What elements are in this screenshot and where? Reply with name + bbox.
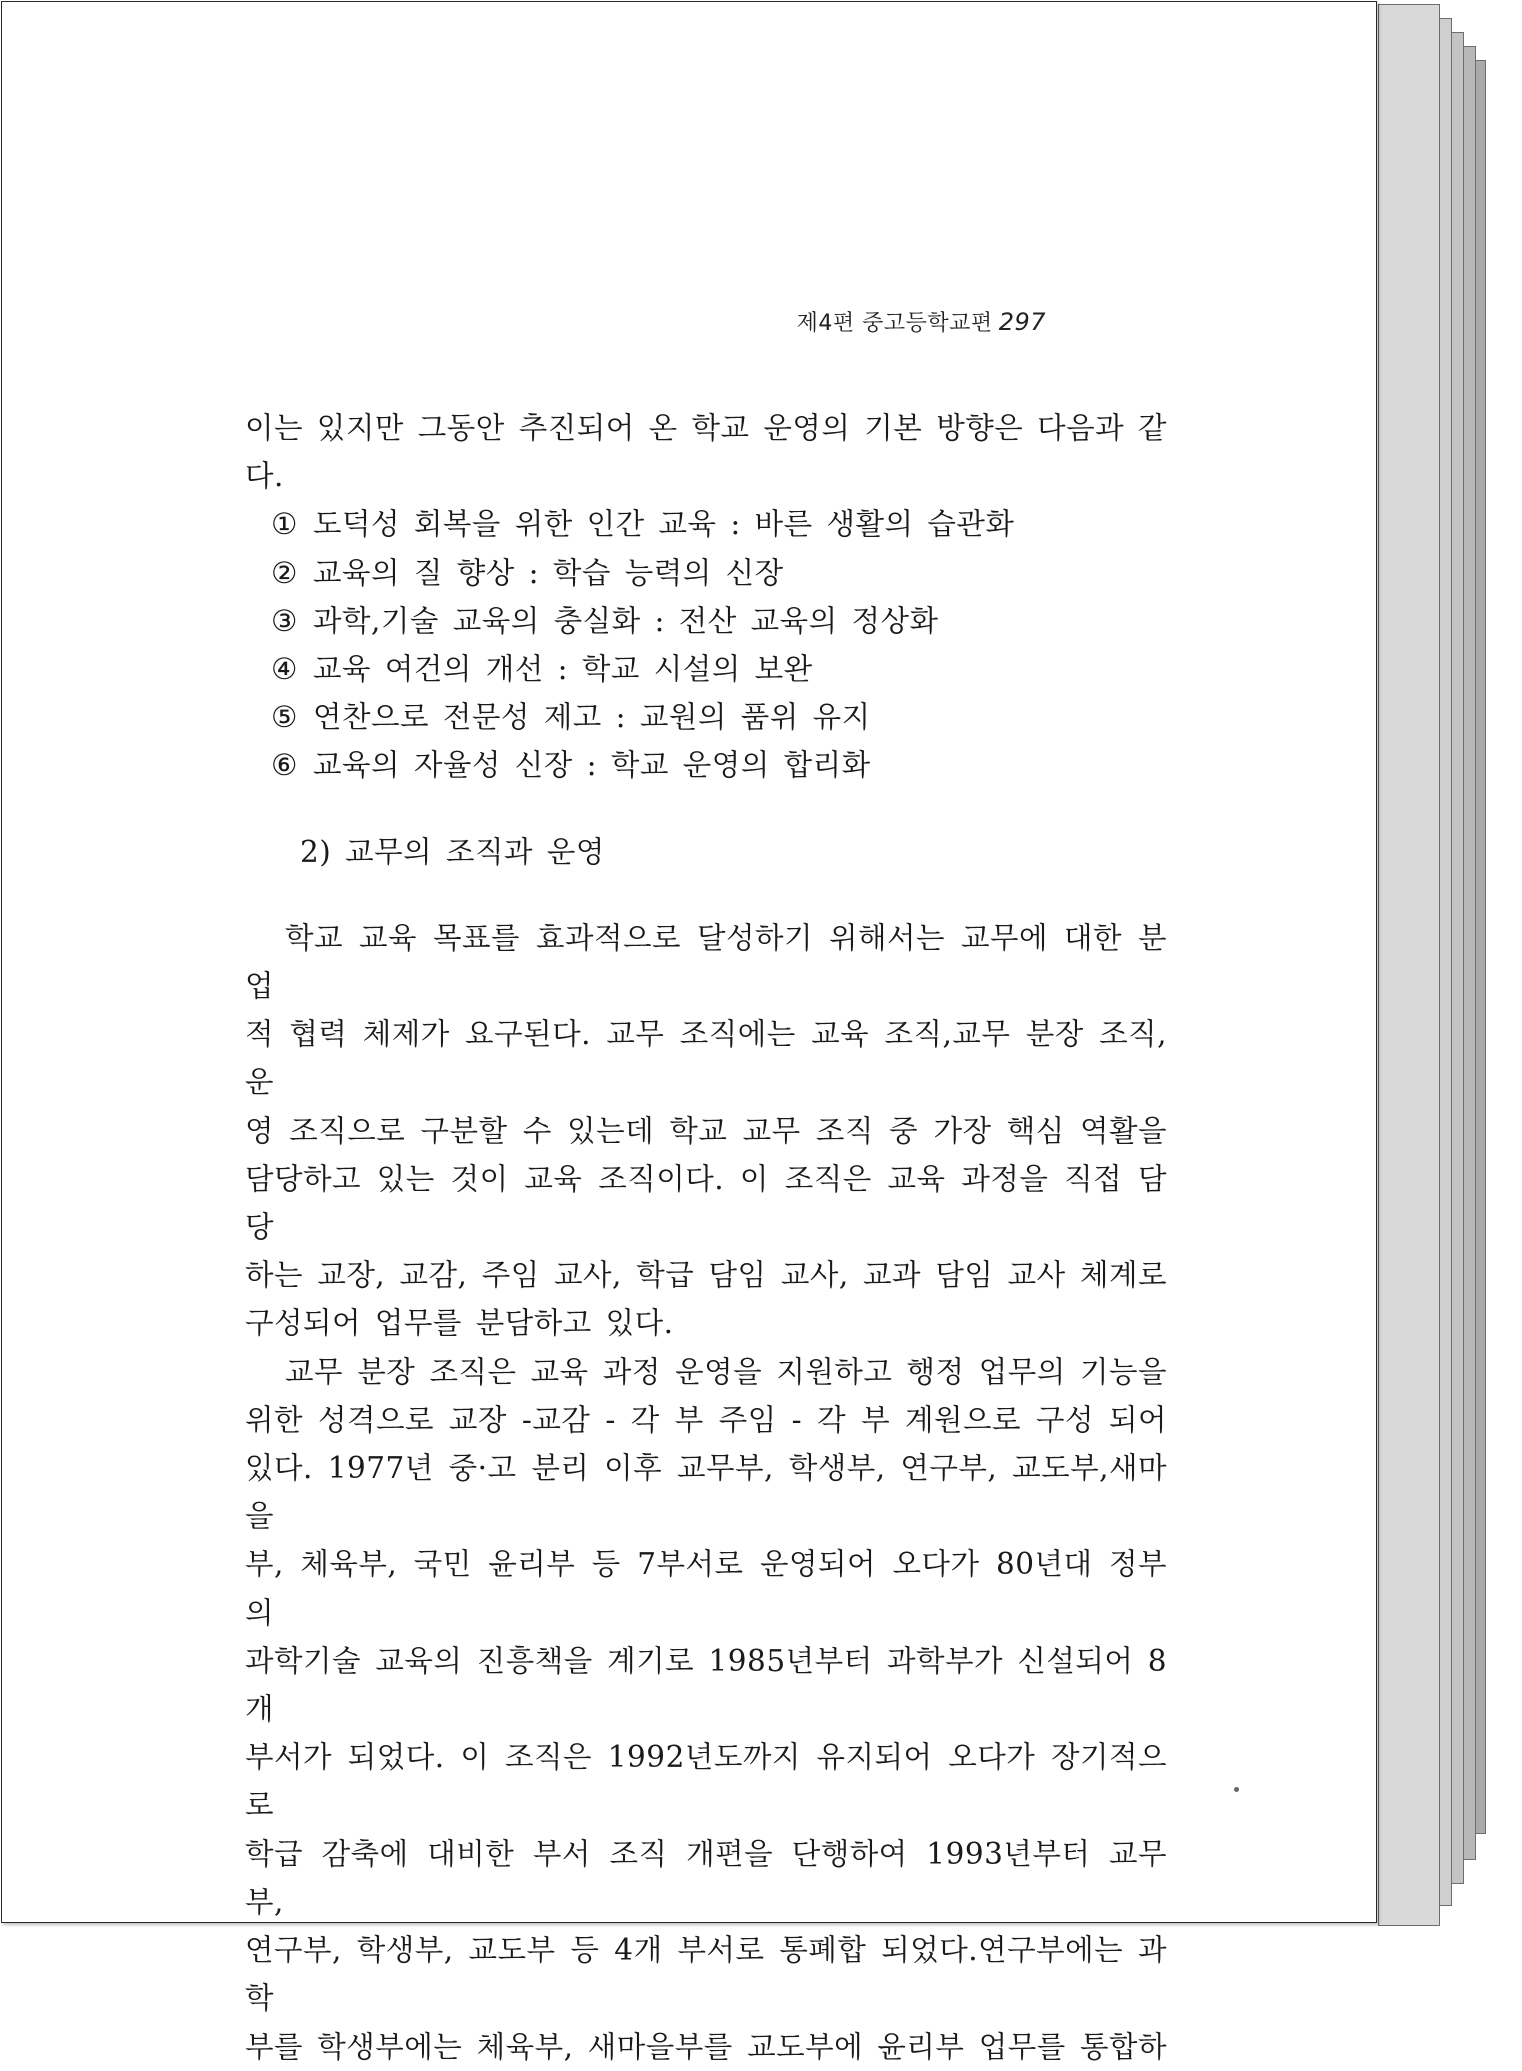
paragraph-duty-organization [245, 1348, 1167, 2071]
text-line: 적 협력 체제가 요구된다. 교무 조직에는 교육 조직,교무 분장 조직,운 [245, 1017, 1167, 1100]
page-number: 297 [998, 308, 1046, 336]
list-text: 교육 여건의 개선 : 학교 시설의 보완 [313, 652, 813, 687]
text-line: 구성되어 업무를 분담하고 있다. [245, 1306, 674, 1341]
list-number: ④ [271, 652, 298, 687]
text-line: 다. [245, 459, 284, 494]
list-item [245, 597, 1167, 645]
text-line: 영 조직으로 구분할 수 있는데 학교 교무 조직 중 가장 핵심 역활을 [245, 1113, 1167, 1148]
list-number: ⑤ [271, 700, 298, 735]
list-item [245, 549, 1167, 597]
list-number: ⑥ [271, 748, 298, 783]
text-line: 있다. 1977년 중·고 분리 이후 교무부, 학생부, 연구부, 교도부,새마을 [245, 1451, 1167, 1534]
text-line: 부, 체육부, 국민 윤리부 등 7부서로 운영되어 오다가 80년대 정부의 [245, 1547, 1167, 1630]
list-number: ① [271, 507, 298, 542]
text-line: 이는 있지만 그동안 추진되어 온 학교 운영의 기본 방향은 다음과 같 [245, 411, 1167, 445]
running-head-section: 제4편 중고등학교편 [796, 311, 993, 336]
intro-paragraph [245, 404, 1167, 500]
section-heading: 2) 교무의 조직과 운영 [300, 834, 605, 869]
book-page [1, 1, 1377, 2064]
list-text: 연찬으로 전문성 제고 : 교원의 품위 유지 [313, 700, 871, 735]
text-line: 부서가 되었다. 이 조직은 1992년도까지 유지되어 오다가 장기적으로 [245, 1740, 1167, 1823]
text-line: 학교 교육 목표를 효과적으로 달성하기 위해서는 교무에 대한 분업 [245, 920, 1167, 1004]
text-line: 과학기술 교육의 진흥책을 계기로 1985년부터 과학부가 신설되어 8개 [245, 1643, 1167, 1727]
list-item [245, 741, 1167, 789]
list-text: 교육의 자율성 신장 : 학교 운영의 합리화 [313, 748, 871, 783]
text-line: 담당하고 있는 것이 교육 조직이다. 이 조직은 교육 과정을 직접 담당 [245, 1161, 1167, 1245]
list-text: 교육의 질 향상 : 학습 능력의 신장 [313, 555, 784, 590]
list-item [245, 693, 1167, 741]
page-body [245, 404, 1167, 2071]
list-text: 도덕성 회복을 위한 인간 교육 : 바른 생활의 습관화 [313, 507, 1015, 542]
list-number: ② [271, 555, 298, 590]
direction-list [245, 500, 1167, 789]
running-head [797, 306, 1046, 337]
list-item [245, 645, 1167, 693]
list-number: ③ [271, 603, 298, 638]
text-line: 학급 감축에 대비한 부서 조직 개편을 단행하여 1993년부터 교무부, [245, 1836, 1167, 1919]
page-stack-edge [1378, 4, 1486, 1924]
list-text: 과학,기술 교육의 충실화 : 전산 교육의 정상화 [313, 603, 939, 638]
text-line: 하는 교장, 교감, 주임 교사, 학급 담임 교사, 교과 담임 교사 체계로 [245, 1258, 1167, 1293]
text-line: 위한 성격으로 교장 -교감 - 각 부 주임 - 각 부 계원으로 구성 되어 [245, 1402, 1167, 1437]
text-line: 교무 분장 조직은 교육 과정 운영을 지원하고 행정 업무의 기능을 [285, 1354, 1167, 1389]
text-line: 연구부, 학생부, 교도부 등 4개 부서로 통폐합 되었다.연구부에는 과학 [245, 1933, 1167, 2016]
page-edge-layer [1378, 4, 1440, 1926]
paragraph-education-organization [245, 914, 1167, 1348]
text-line: 부를 학생부에는 체육부, 새마을부를 교도부에 윤리부 업무를 통합하 [245, 2029, 1167, 2064]
speck-mark [1234, 1787, 1239, 1792]
list-item [245, 500, 1167, 548]
